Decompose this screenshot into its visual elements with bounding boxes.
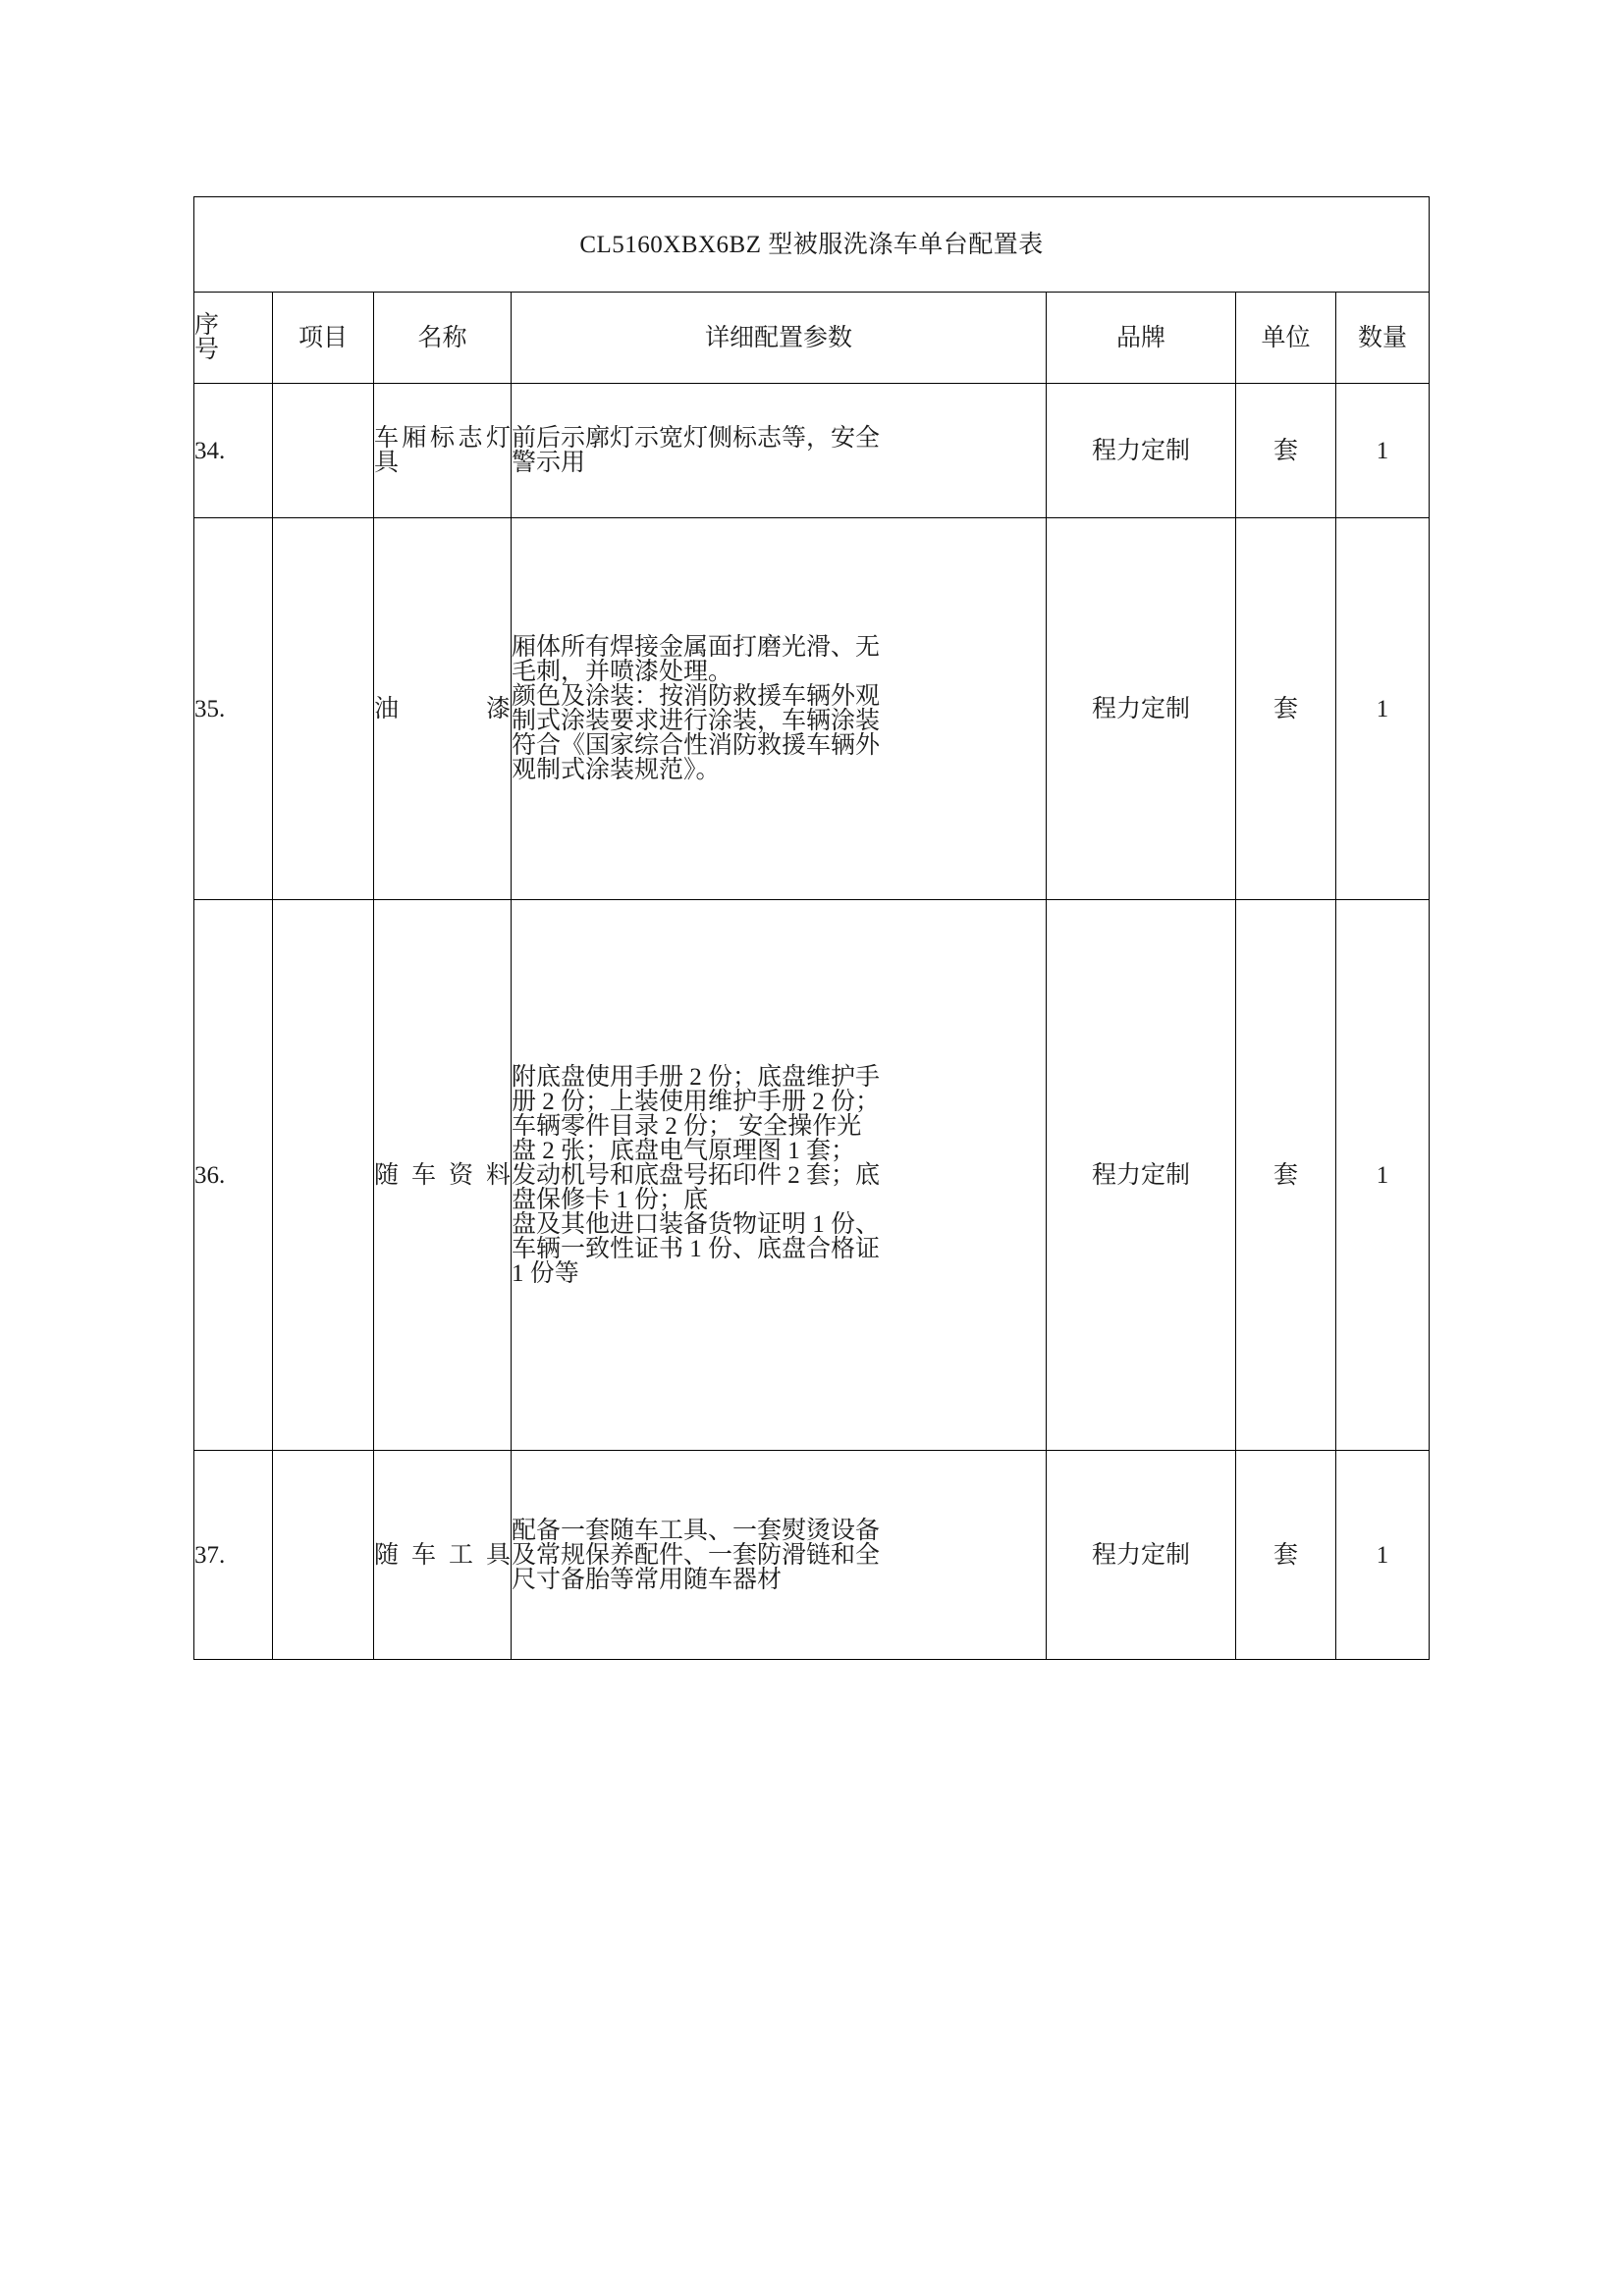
- table-row: [194, 1451, 1430, 1660]
- column-header-detail: 详细配置参数: [512, 293, 1047, 384]
- cell-name: 车厢标志灯具: [374, 384, 512, 518]
- column-header-seq-line1: 序: [194, 312, 220, 339]
- table-row: [194, 518, 1430, 900]
- column-header-brand: 品牌: [1047, 293, 1236, 384]
- cell-detail: [512, 384, 1047, 518]
- cell-item: [273, 384, 374, 518]
- column-header-seq: [194, 293, 273, 384]
- cell-seq: 35.: [194, 518, 273, 900]
- detail-line: 及常规保养配件、一套防滑链和全: [512, 1541, 881, 1569]
- table-row: [194, 900, 1430, 1451]
- cell-seq: 36.: [194, 900, 273, 1451]
- cell-name: 随车工具: [374, 1451, 512, 1660]
- cell-item: [273, 900, 374, 1451]
- detail-line: 符合《国家综合性消防救援车辆外: [512, 732, 881, 759]
- cell-quantity: 1: [1336, 518, 1430, 900]
- cell-unit: 套: [1236, 384, 1336, 518]
- cell-quantity: 1: [1336, 900, 1430, 1451]
- cell-brand: 程力定制: [1047, 384, 1236, 518]
- cell-unit: 套: [1236, 518, 1336, 900]
- detail-line: 车辆零件目录 2 份； 安全操作光: [512, 1112, 862, 1140]
- detail-line: 毛刺，并喷漆处理。: [512, 659, 733, 685]
- detail-line: 颜色及涂装：按消防救援车辆外观: [512, 683, 881, 710]
- cell-unit: 套: [1236, 900, 1336, 1451]
- detail-line: 制式涂装要求进行涂装，车辆涂装: [512, 708, 881, 734]
- detail-line: 观制式涂装规范》。: [512, 757, 721, 783]
- column-header-quantity: 数量: [1336, 293, 1430, 384]
- detail-line: 厢体所有焊接金属面打磨光滑、无: [512, 634, 881, 661]
- detail-line: 配备一套随车工具、一套熨烫设备: [512, 1517, 881, 1544]
- cell-detail: [512, 900, 1047, 1451]
- page-title: CL5160XBX6BZ 型被服洗涤车单台配置表: [194, 197, 1430, 293]
- table-title-row: [194, 197, 1430, 293]
- detail-line: 册 2 份；上装使用维护手册 2 份；: [512, 1088, 881, 1115]
- cell-quantity: 1: [1336, 1451, 1430, 1660]
- detail-line: 尺寸备胎等常用随车器材: [512, 1566, 783, 1593]
- cell-seq: 34.: [194, 384, 273, 518]
- cell-name: 油漆: [374, 518, 512, 900]
- cell-item: [273, 518, 374, 900]
- column-header-item: 项目: [273, 293, 374, 384]
- cell-item: [273, 1451, 374, 1660]
- detail-line: 盘 2 张；底盘电气原理图 1 套；: [512, 1137, 856, 1164]
- column-header-seq-line2: 号: [194, 337, 220, 363]
- cell-seq: 37.: [194, 1451, 273, 1660]
- detail-line: 盘保修卡 1 份；底: [512, 1186, 709, 1213]
- detail-line: 前后示廓灯示宽灯侧标志等，安全: [512, 425, 881, 452]
- cell-name: 随车资料: [374, 900, 512, 1451]
- cell-brand: 程力定制: [1047, 1451, 1236, 1660]
- column-header-unit: 单位: [1236, 293, 1336, 384]
- column-header-name: 名称: [374, 293, 512, 384]
- detail-line: 车辆一致性证书 1 份、底盘合格证: [512, 1235, 881, 1262]
- configuration-table: [193, 196, 1430, 1660]
- cell-detail: [512, 1451, 1047, 1660]
- cell-brand: 程力定制: [1047, 900, 1236, 1451]
- cell-brand: 程力定制: [1047, 518, 1236, 900]
- cell-detail: [512, 518, 1047, 900]
- table-header-row: [194, 293, 1430, 384]
- detail-line: 警示用: [512, 450, 586, 476]
- detail-line: 发动机号和底盘号拓印件 2 套；底: [512, 1161, 881, 1189]
- detail-line: 1 份等: [512, 1259, 579, 1287]
- detail-line: 盘及其他进口装备货物证明 1 份、: [512, 1210, 881, 1238]
- cell-unit: 套: [1236, 1451, 1336, 1660]
- table-row: [194, 384, 1430, 518]
- detail-line: 附底盘使用手册 2 份；底盘维护手: [512, 1063, 881, 1091]
- cell-quantity: 1: [1336, 384, 1430, 518]
